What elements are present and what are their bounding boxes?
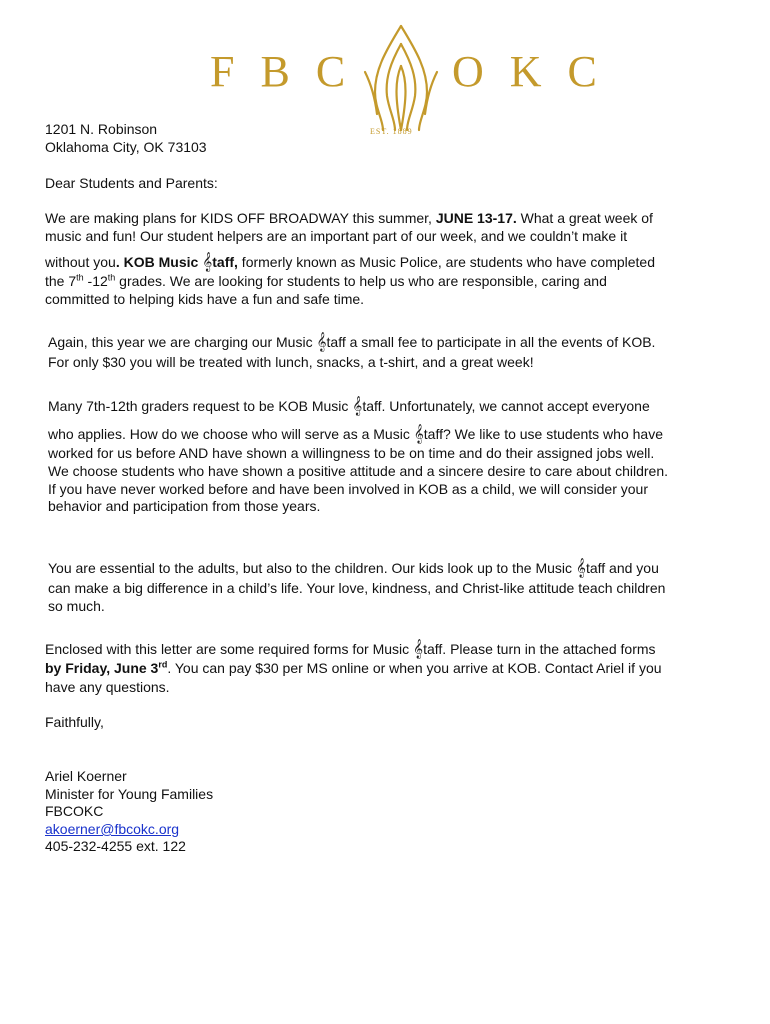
p5-line-3: have any questions. (45, 679, 170, 695)
p3-line-3: worked for us before AND have shown a willingness to be on time and do their assigned jobs well. (48, 445, 655, 461)
salutation: Dear Students and Parents: (45, 175, 218, 191)
p1-line-1: We are making plans for KIDS OFF BROADWAY this summer, JUNE 13-17. What a great week of (45, 210, 653, 226)
flame-logo-icon (355, 22, 447, 138)
p3-line-1: Many 7th-12th graders request to be KOB Music 𝄞taff. Unfortunately, we cannot accept everyone (48, 396, 650, 416)
treble-clef-icon: 𝄞 (202, 252, 213, 272)
p5-line-2: by Friday, June 3rd. You can pay $30 per MS online or when you arrive at KOB. Contact Ariel if you (45, 659, 662, 676)
treble-clef-icon: 𝄞 (413, 639, 424, 659)
p1-line-2: music and fun! Our student helpers are an important part of our week, and we couldn’t make it (45, 228, 628, 244)
address-line-1: 1201 N. Robinson (45, 121, 158, 137)
signature-email-row (45, 820, 179, 838)
signature-name: Ariel Koerner (45, 768, 127, 784)
p3-line-6: behavior and participation from those years. (48, 498, 321, 514)
p3-line-2: who applies. How do we choose who will serve as a Music 𝄞taff? We like to use students who have (48, 424, 663, 444)
signature-title: Minister for Young Families (45, 786, 214, 802)
closing: Faithfully, (45, 714, 104, 730)
p4-line-2: can make a big difference in a child’s life. Your love, kindness, and Christ-like attitude teach children (48, 580, 666, 596)
p3-line-5: If you have never worked before and have been involved in KOB as a child, we will consider your (48, 481, 649, 497)
p1-line-5: committed to helping kids have a fun and safe time. (45, 291, 365, 307)
treble-clef-icon: 𝄞 (575, 558, 586, 578)
p2-line-1: Again, this year we are charging our Music 𝄞taff a small fee to participate in all the events of KOB. (48, 332, 656, 352)
p3-line-4: We choose students who have shown a positive attitude and a sincere desire to care about children. (48, 463, 669, 479)
treble-clef-icon: 𝄞 (316, 332, 327, 352)
established-date: EST. 1889 (370, 127, 413, 136)
p4-line-1: You are essential to the adults, but also to the children. Our kids look up to the Music 𝄞taff and you (48, 558, 659, 578)
p5-line-1: Enclosed with this letter are some required forms for Music 𝄞taff. Please turn in the attached forms (45, 639, 656, 659)
treble-clef-icon: 𝄞 (352, 396, 363, 416)
treble-clef-icon: 𝄞 (413, 424, 424, 444)
p1-line-4: the 7th -12th grades. We are looking for students to help us who are responsible, caring and (45, 272, 607, 289)
signature-org: FBCOKC (45, 803, 104, 819)
email-link[interactable]: akoerner@fbcokc.org (45, 821, 180, 837)
address-line-2: Oklahoma City, OK 73103 (45, 139, 207, 155)
p4-line-3: so much. (48, 598, 105, 614)
logo-text-left: FBC (210, 47, 372, 96)
logo-text-right: OKC (452, 47, 623, 96)
p1-line-3: without you. KOB Music 𝄞taff, formerly known as Music Police, are students who have completed (45, 252, 656, 272)
p2-line-2: For only $30 you will be treated with lunch, snacks, a t-shirt, and a great week! (48, 354, 534, 370)
signature-phone: 405-232-4255 ext. 122 (45, 838, 186, 854)
